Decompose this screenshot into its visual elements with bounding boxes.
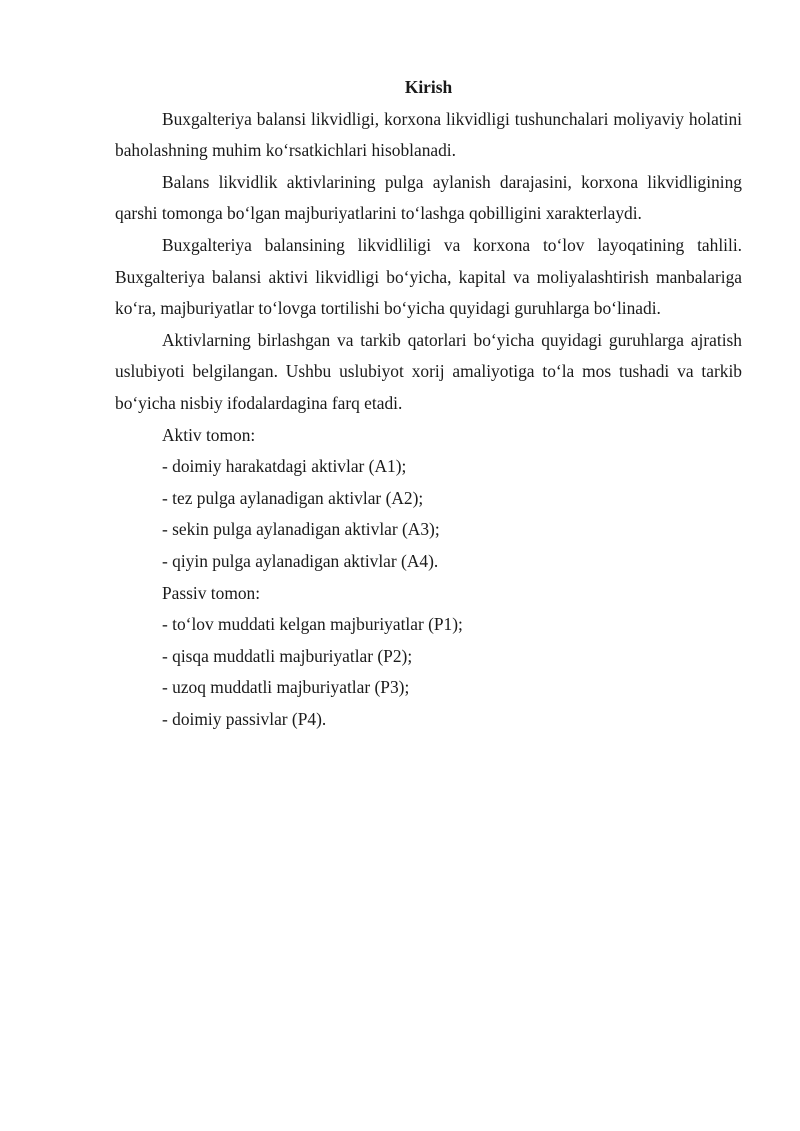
list-item-p2: - qisqa muddatli majburiyatlar (P2); [162, 645, 413, 666]
paragraph-2: Balans likvidlik aktivlarining pulga aylanish darajasini, korxona likvidligining qarshi tomonga bo‘lgan majburiyatlarini to‘lashga qobilligini xarakterlaydi. [115, 171, 742, 224]
paragraph-1: Buxgalteriya balansi likvidligi, korxona likvidligi tushunchalari moliyaviy holatini baholashning muhim ko‘rsatkichlari hisoblanadi. [115, 108, 742, 161]
list-item-p4: - doimiy passivlar (P4). [162, 708, 327, 729]
list-item-a3: - sekin pulga aylanadigan aktivlar (A3); [162, 519, 440, 540]
page-title: Kirish [404, 77, 453, 97]
list-item-p1: - to‘lov muddati kelgan majburiyatlar (P1); [162, 614, 463, 635]
document-page [115, 72, 742, 735]
list-item-a4: - qiyin pulga aylanadigan aktivlar (A4). [162, 550, 439, 571]
aktiv-heading: Aktiv tomon: [162, 424, 256, 445]
paragraph-4: Aktivlarning birlashgan va tarkib qatorlari bo‘yicha quyidagi guruhlarga ajratish uslubiyoti belgilangan. Ushbu uslubiyot xorij amaliyotiga to‘la mos tushadi va tarkib bo‘yicha nisbiy ifodalardagina farq etadi. [115, 329, 742, 413]
passiv-heading: Passiv tomon: [162, 582, 261, 603]
paragraph-3: Buxgalteriya balansining likvidliligi va korxona to‘lov layoqatining tahlili. Buxgalteriya balansi aktivi likvidligi bo‘yicha, kapital va moliyalashtirish manbalariga ko‘ra, majburiyatlar to‘lovga tortilishi bo‘yicha quyidagi guruhlarga bo‘linadi. [115, 234, 742, 319]
list-item-p3: - uzoq muddatli majburiyatlar (P3); [162, 677, 410, 698]
list-item-a1: - doimiy harakatdagi aktivlar (A1); [162, 456, 407, 477]
list-item-a2: - tez pulga aylanadigan aktivlar (A2); [162, 487, 424, 508]
